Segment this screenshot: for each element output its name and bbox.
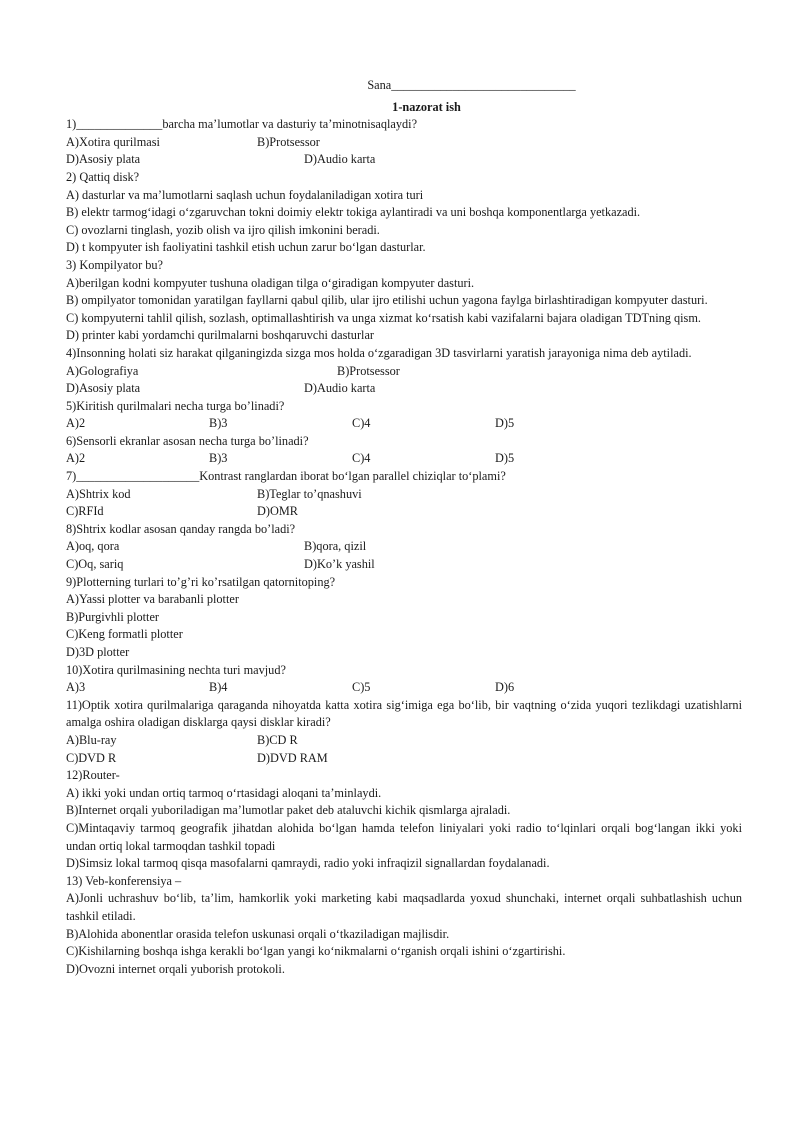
question-4-options-row-2 [66, 380, 742, 398]
option-d: D)OMR [257, 504, 298, 519]
option-a: A)Blu-ray [66, 732, 117, 747]
option-a: A)oq, qora [66, 539, 120, 554]
option-c: C)Mintaqaviy tarmoq geografik jihatdan alohida bo‘lgan hamda telefon liniyalari yoki radio to‘lqinlari orqali bog‘langan ikki yoki undan ortiq lokal tarmoqdan tashkil topadi [66, 820, 742, 853]
option-c: C) kompyuterni tahlil qilish, sozlash, optimallashtirish va unga xizmat ko‘rsatish kabi vazifalarni bajara oladigan TDTning qism. [66, 310, 701, 325]
question-2: 2) Qattiq disk? [66, 169, 140, 184]
question-11-options-row-2 [66, 750, 742, 768]
question-12: 12)Router- [66, 768, 120, 783]
question-6-options [66, 450, 742, 468]
option-c: C)Kishilarning boshqa ishga kerakli bo‘lgan yangi ko‘nikmalarni o‘rganish orqali ishini o‘zgartirishi. [66, 944, 566, 959]
option-d: D)5 [495, 416, 515, 431]
option-a: A)berilgan kodni kompyuter tushuna oladigan tilga o‘giradigan kompyuter dasturi. [66, 275, 475, 290]
option-d: D) t kompyuter ish faoliyatini tashkil etish uchun zarur bo‘lgan dasturlar. [66, 240, 426, 255]
option-c: C)DVD R [66, 750, 117, 765]
option-d: D)Simsiz lokal tarmoq qisqa masofalarni qamraydi, radio yoki infraqizil signallardan foydalanadi. [66, 856, 550, 871]
option-a: A)2 [66, 416, 86, 431]
option-b: B) ompilyator tomonidan yaratilgan fayllarni qabul qilib, ular ijro etilishi uchun yagona faylga birlashtiradigan kompyuter dasturi. [66, 293, 708, 308]
option-d: D)Asosiy plata [66, 152, 141, 167]
option-d: D)3D plotter [66, 645, 130, 659]
question-4: 4)Insonning holati siz harakat qilganingizda sizga mos holda o‘zgaradigan 3D tasvirlarni yaratish jarayoniga nima deb aytiladi. [66, 345, 692, 360]
question-8-options-row-1 [66, 538, 742, 556]
option-c: C) ovozlarni tinglash, yozib olish va ijro qilish imkonini beradi. [66, 222, 380, 237]
option-a: A)Shtrix kod [66, 486, 131, 501]
question-9: 9)Plotterning turlari to’g’ri ko’rsatilgan qatornitoping? [66, 574, 336, 589]
question-10-options [66, 679, 742, 697]
option-a: A)Jonli uchrashuv bo‘lib, ta’lim, hamkorlik yoki marketing kabi maqsadlarda yoxud shunchaki, internet orqali suhbatlashish uchun tashkil etiladi. [66, 891, 742, 923]
question-13: 13) Veb-konferensiya – [66, 873, 182, 888]
question-1: 1)______________barcha ma’lumotlar va dasturiy ta’minotnisaqlaydi? [66, 117, 418, 132]
option-c: C)5 [352, 680, 371, 695]
option-b: B)CD R [257, 732, 298, 747]
option-d: D)6 [495, 680, 515, 695]
question-11: 11)Optik xotira qurilmalariga qaraganda nihoyatda katta xotira sig‘imiga ega bo‘lib, bir vaqtning o‘zida yuqori tezlikdagi uzatishlarni amalga oshira oladigan disklarga qaysi disklar kiradi? [66, 697, 742, 730]
option-d: D)5 [495, 451, 515, 466]
question-11-options-row-1 [66, 732, 742, 750]
worksheet-title: 1-nazorat ish [392, 99, 461, 114]
question-7-options-row-2 [66, 503, 742, 521]
option-b: B)Teglar to’qnashuvi [257, 486, 362, 501]
option-a: A)Yassi plotter va barabanli plotter [66, 592, 239, 607]
option-d-second: D)Audio karta [304, 152, 376, 167]
option-c: C)Oq, sariq [66, 557, 124, 572]
option-d: D)Ovozni internet orqali yuborish protokoli. [66, 961, 285, 976]
option-b: B)qora, qizil [304, 539, 367, 554]
question-3: 3) Kompilyator bu? [66, 257, 163, 272]
option-b: B)3 [209, 451, 228, 466]
option-a: A)3 [66, 680, 86, 695]
option-c: C)4 [352, 451, 371, 466]
question-8-options-row-2 [66, 556, 742, 574]
option-d: D)DVD RAM [257, 750, 328, 765]
option-b: B) elektr tarmog‘idagi o‘zgaruvchan tokni doimiy elektr tokiga aylantiradi va uni boshqa komponentlarga yetkazadi. [66, 205, 641, 220]
question-1-options-row-1 [66, 134, 742, 152]
option-c: C)RFId [66, 504, 104, 519]
option-b: B)Purgivhli plotter [66, 609, 160, 624]
question-7-options-row-1 [66, 486, 742, 504]
question-10: 10)Xotira qurilmasining nechta turi mavjud? [66, 662, 286, 677]
option-b: B)Protsessor [257, 134, 320, 149]
option-b: B)4 [209, 680, 228, 695]
option-b: B)Protsessor [337, 363, 400, 378]
option-d: D)Ko’k yashil [304, 557, 375, 572]
question-5: 5)Kiritish qurilmalari necha turga bo’linadi? [66, 398, 285, 413]
option-a: A) dasturlar va ma’lumotlarni saqlash uchun foydalaniladigan xotira turi [66, 187, 424, 202]
question-1-options-row-2 [66, 151, 742, 169]
question-8: 8)Shtrix kodlar asosan qanday rangda bo’ladi? [66, 521, 296, 536]
option-d: D)Asosiy plata [66, 381, 141, 396]
option-b: B)3 [209, 416, 228, 431]
question-6: 6)Sensorli ekranlar asosan necha turga bo’linadi? [66, 433, 309, 448]
question-7: 7)____________________Kontrast ranglardan iborat bo‘lgan parallel chiziqlar to‘plami? [66, 469, 506, 484]
option-a: A)Golografiya [66, 363, 139, 378]
option-a: A) ikki yoki undan ortiq tarmoq o‘rtasidagi aloqani ta’minlaydi. [66, 785, 382, 800]
worksheet-page [66, 77, 742, 978]
option-d-second: D)Audio karta [304, 381, 376, 396]
option-b: B)Internet orqali yuboriladigan ma’lumotlar paket deb ataluvchi kichik qismlarga ajraladi. [66, 803, 511, 818]
question-5-options [66, 415, 742, 433]
option-d: D) printer kabi yordamchi qurilmalarni boshqaruvchi dasturlar [66, 328, 375, 343]
option-c: C)Keng formatli plotter [66, 627, 183, 642]
question-4-options-row-1 [66, 363, 742, 381]
option-c: C)4 [352, 416, 371, 431]
option-b: B)Alohida abonentlar orasida telefon uskunasi orqali o‘tkaziladigan majlisdir. [66, 926, 450, 941]
date-field-label: Sana______________________________ [367, 78, 576, 92]
option-a: A)Xotira qurilmasi [66, 134, 160, 149]
option-a: A)2 [66, 451, 86, 466]
